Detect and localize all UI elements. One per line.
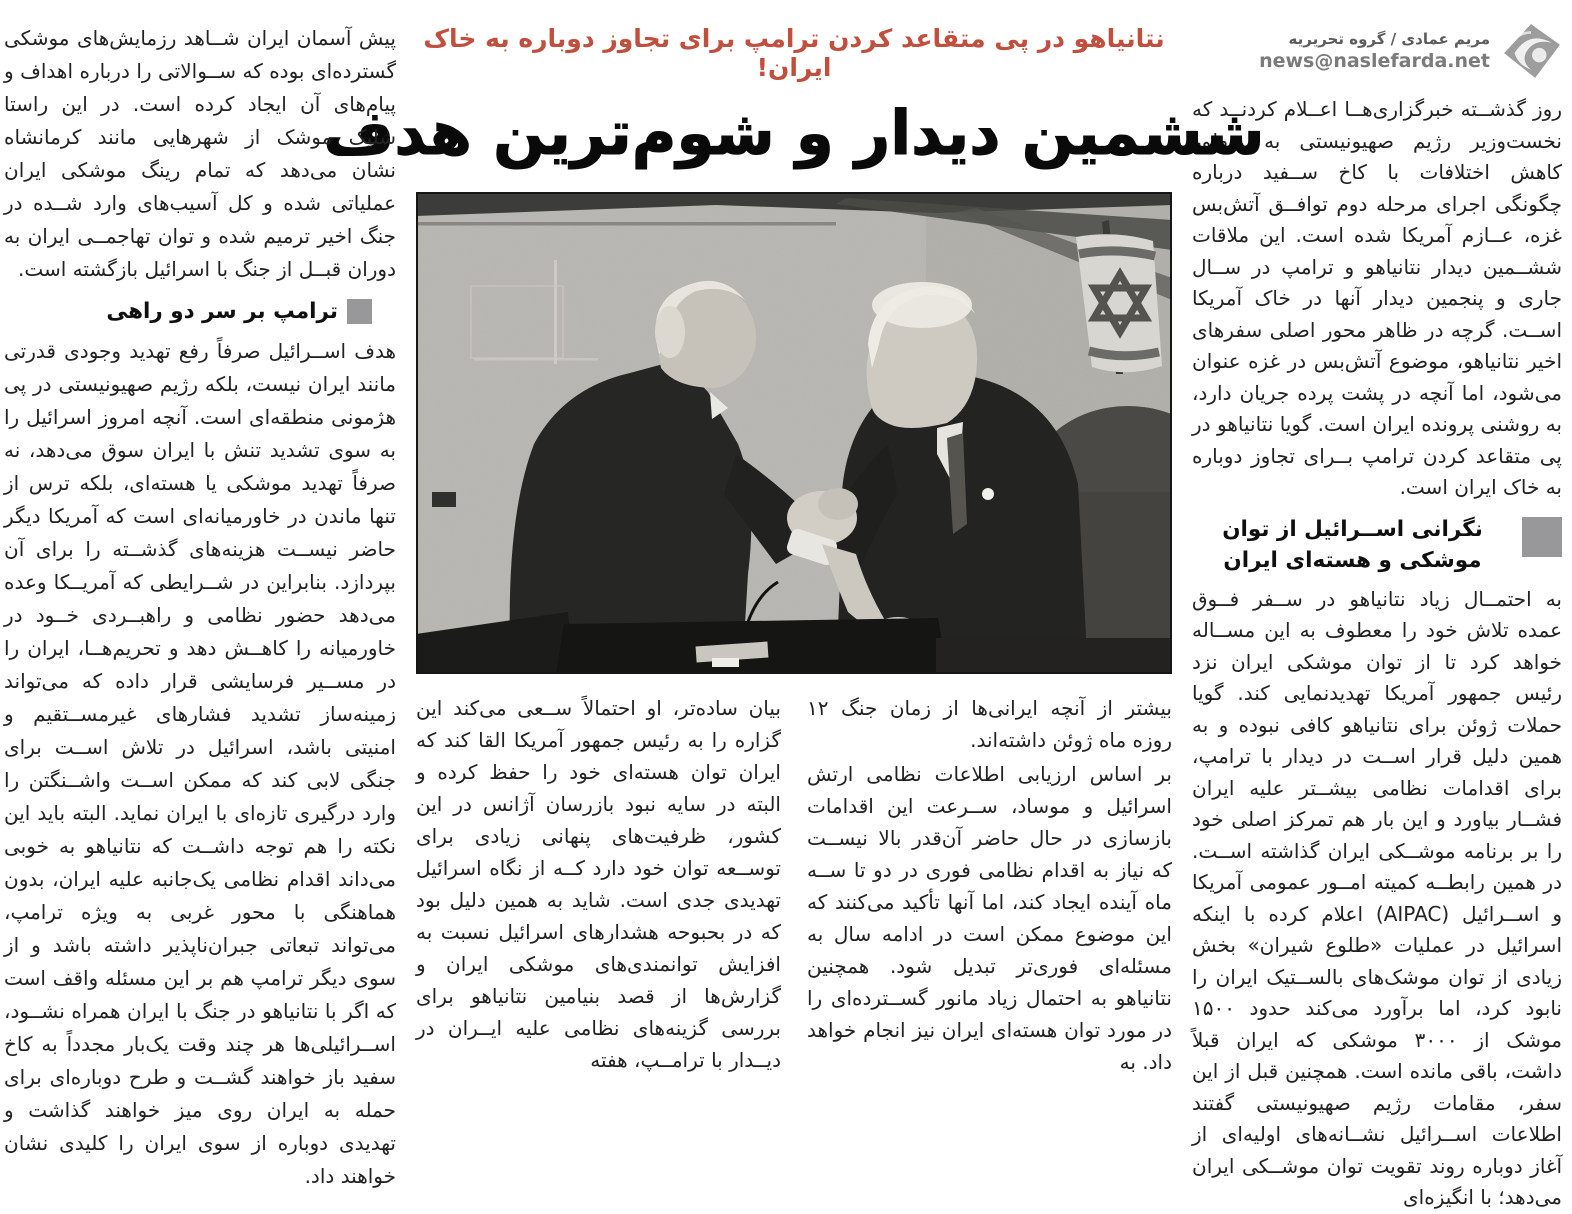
subhead-square-icon (1522, 517, 1562, 557)
article-photo (416, 192, 1172, 674)
article-paragraph: بر اساس ارزیابی اطلاعات نظامی ارتش اسرائیل و موساد، ســرعت این اقدامات بازسازی در حال حاضر آن‌قدر بالا نیســت که نیاز به اقدام نظامی فوری در دو تا ســه ماه آینده ایجاد کند، اما آنها تأکید می‌کنند که این موضوع ممکن است در ادامه سال به مسئله‌ای فوری‌تر تبدیل شود. همچنین نتانیاهو به احتمال زیاد مانور گســترده‌ای را در مورد توان هسته‌ای ایران نیز انجام خواهد داد. به (807, 762, 1172, 1075)
author-name: مریم عمادی / گروه تحریریه (1288, 30, 1490, 48)
kicker-line: نتانیاهو در پی متقاعد کردن ترامپ برای تجاوز دوباره به خاک ایران! (423, 24, 1165, 82)
subhead-trump-crossroads (4, 296, 396, 327)
subhead-label: نگرانی اســرائیل از توان موشکی و هسته‌ای ایران (1222, 516, 1483, 573)
article-paragraph: به احتمــال زیاد نتانیاهو در ســفر فــوق عمده تلاش خود را معطوف به این مســاله خواهد کرد تا از توان موشکی ایران نزد رئیس جمهور آمریکا تهدیدنمایی کند. گویا حملات ژوئن برای نتانیاهو کافی نبوده و به همین دلیل قرار اســت در دیدار با ترامپ، برای اقدامات نظامی بیشــتر علیه ایران فشــار بیاورد و این بار هم تمرکز اصلی خود را بر برنامه موشــکی ایران گذاشته اســت. در همین رابطــه کمیته امــور عمومی آمریکا و اســرائیل (AIPAC) اعلام کرده با اینکه اسرائیل در عملیات «طلوع شیران» بخش زیادی از توان موشک‌های بالســتیک ایران را نابود کرد، اما برآورد می‌کند حدود ۱۵۰۰ موشک از ۳۰۰۰ موشکی که ایران قبلاً داشت، باقی مانده است. همچنین قبل از این سفر، مقامات رژیم صهیونیستی گفتند اطلاعات اســرائیل نشــانه‌های اولیه‌ای از آغاز دوباره روند تقویت توان موشــکی ایران می‌دهد؛ با انگیزه‌ای (1192, 586, 1562, 1209)
column-middle-right (807, 692, 1172, 1078)
article-paragraph: بیشتر از آنچه ایرانی‌ها از زمان جنگ ۱۲ روزه ماه ژوئن داشته‌اند. (807, 696, 1172, 753)
byline-block (1192, 22, 1562, 80)
column-right (1192, 22, 1562, 1209)
subhead-square-icon (347, 299, 372, 324)
byline-text (1192, 30, 1490, 72)
article-paragraph: بیان ساده‌تر، او احتمالاً ســعی می‌کند این گزاره را به رئیس جمهور آمریکا القا کند که ایران توان هسته‌ای خود را حفظ کرده و البته در سایه نبود بازرسان آژانس در این کشور، ظرفیت‌های پنهانی زیادی برای توســعه توان خود دارد کــه از نگاه اسرائیل تهدیدی جدی است. شاید به همین دلیل بود که در بحبوحه هشدارهای اسرائیل نسبت به افزایش توانمندی‌های موشکی ایران و گزارش‌ها از قصد بنیامین نتانیاهو برای بررسی گزینه‌های نظامی علیه ایــران در دیــدار با ترامــپ، هفته (416, 696, 781, 1073)
column-left (4, 22, 396, 1188)
column-middle-left (416, 692, 781, 1078)
subhead-israel-concern (1192, 514, 1562, 576)
article-paragraph: پیش آسمان ایران شــاهد رزمایش‌های موشکی گسترده‌ای بوده که ســوالاتی را درباره اهداف و پیام‌های آن ایجاد کرده است. در این راستا شلیک موشک از شهرهایی مانند کرمانشاه نشان می‌دهد که تمام رینگ موشکی ایران عملیاتی شده و کل آسیب‌های وارد شــده در جنگ اخیر ترمیم شده و توان تهاجمــی ایران به دوران قبــل از جنگ با اسرائیل بازگشته است. (4, 26, 396, 281)
naslefarda-logo-icon (1500, 22, 1562, 80)
main-headline: ششمین دیدار و شوم‌ترین هدف (323, 98, 1265, 169)
article-paragraph: هدف اســرائیل صرفاً رفع تهدید وجودی قدرتی مانند ایران نیست، بلکه رژیم صهیونیستی در پی هژمونی منطقه‌ای است. آنچه امروز اسرائیل را به سوی تشدید تنش با ایران سوق می‌دهد، نه صرفاً تهدید موشکی یا هسته‌ای، بلکه ترس از تنها ماندن در خاورمیانه‌ای است که آمریکا دیگر حاضر نیســت هزینه‌های گذشــته را برای آن بپردازد. بنابراین در شــرایطی که آمریــکا وعده می‌دهد حضور نظامی و راهبــردی خــود در خاورمیانه را کاهــش دهد و تحریم‌هــا، ایران را در مســیر فرسایشی قرار داده که می‌تواند زمینه‌ساز تشدید فشارهای غیرمســتقیم و امنیتی باشد، اسرائیل در تلاش اســت برای جنگی لابی کند که ممکن اســت واشــنگتن را وارد درگیری تازه‌ای با ایران نماید. البته باید این نکته را هم توجه داشــت که نتانیاهو به خوبی می‌داند اقدام نظامی یک‌جانبه علیه ایران، بدون هماهنگی با محور غربی به ویژه ترامپ، می‌تواند تبعاتی جبران‌ناپذیر داشته باشد و از سوی دیگر ترامپ هم بر این مسئله واقف است که اگر با نتانیاهو در جنگ با ایران همراه نشــود، اســرائیلی‌ها هر چند وقت یک‌بار مجدداً به کاخ سفید باز خواهند گشــت و طرح دوباره‌ای برای حمله به ایران روی میز خواهند گذاشت و تهدیدی دوباره از سوی ایران را کلیدی نشان خواهند داد. (4, 339, 396, 1188)
article-paragraph: روز گذشــته خبرگزاری‌هــا اعــلام کردنــد که نخست‌وزیر رژیم صهیونیستی به منظور کاهش اختلافات با کاخ ســفید درباره چگونگی اجرای مرحله دوم توافــق آتش‌بس غزه، عــازم آمریکا شده است. این ملاقات ششــمین دیدار نتانیاهو و ترامپ در ســال جاری و پنجمین دیدار آنها در خاک آمریکا اســت. گرچه در ظاهر محور اصلی سفرهای اخیر نتانیاهو، موضوع آتش‌بس در غزه عنوان می‌شود، اما آنچه در پشت پرده جریان دارد، به روشنی پرونده ایران است. گویا نتانیاهو در پی متقاعد کردن ترامپ بــرای تجاوز دوباره به خاک ایران است. (1192, 97, 1562, 499)
author-email: news@naslefarda.net (1259, 50, 1490, 72)
under-photo-columns (416, 692, 1172, 1078)
center-block (323, 22, 1265, 1075)
subhead-label: ترامپ بر سر دو راهی (106, 299, 338, 324)
